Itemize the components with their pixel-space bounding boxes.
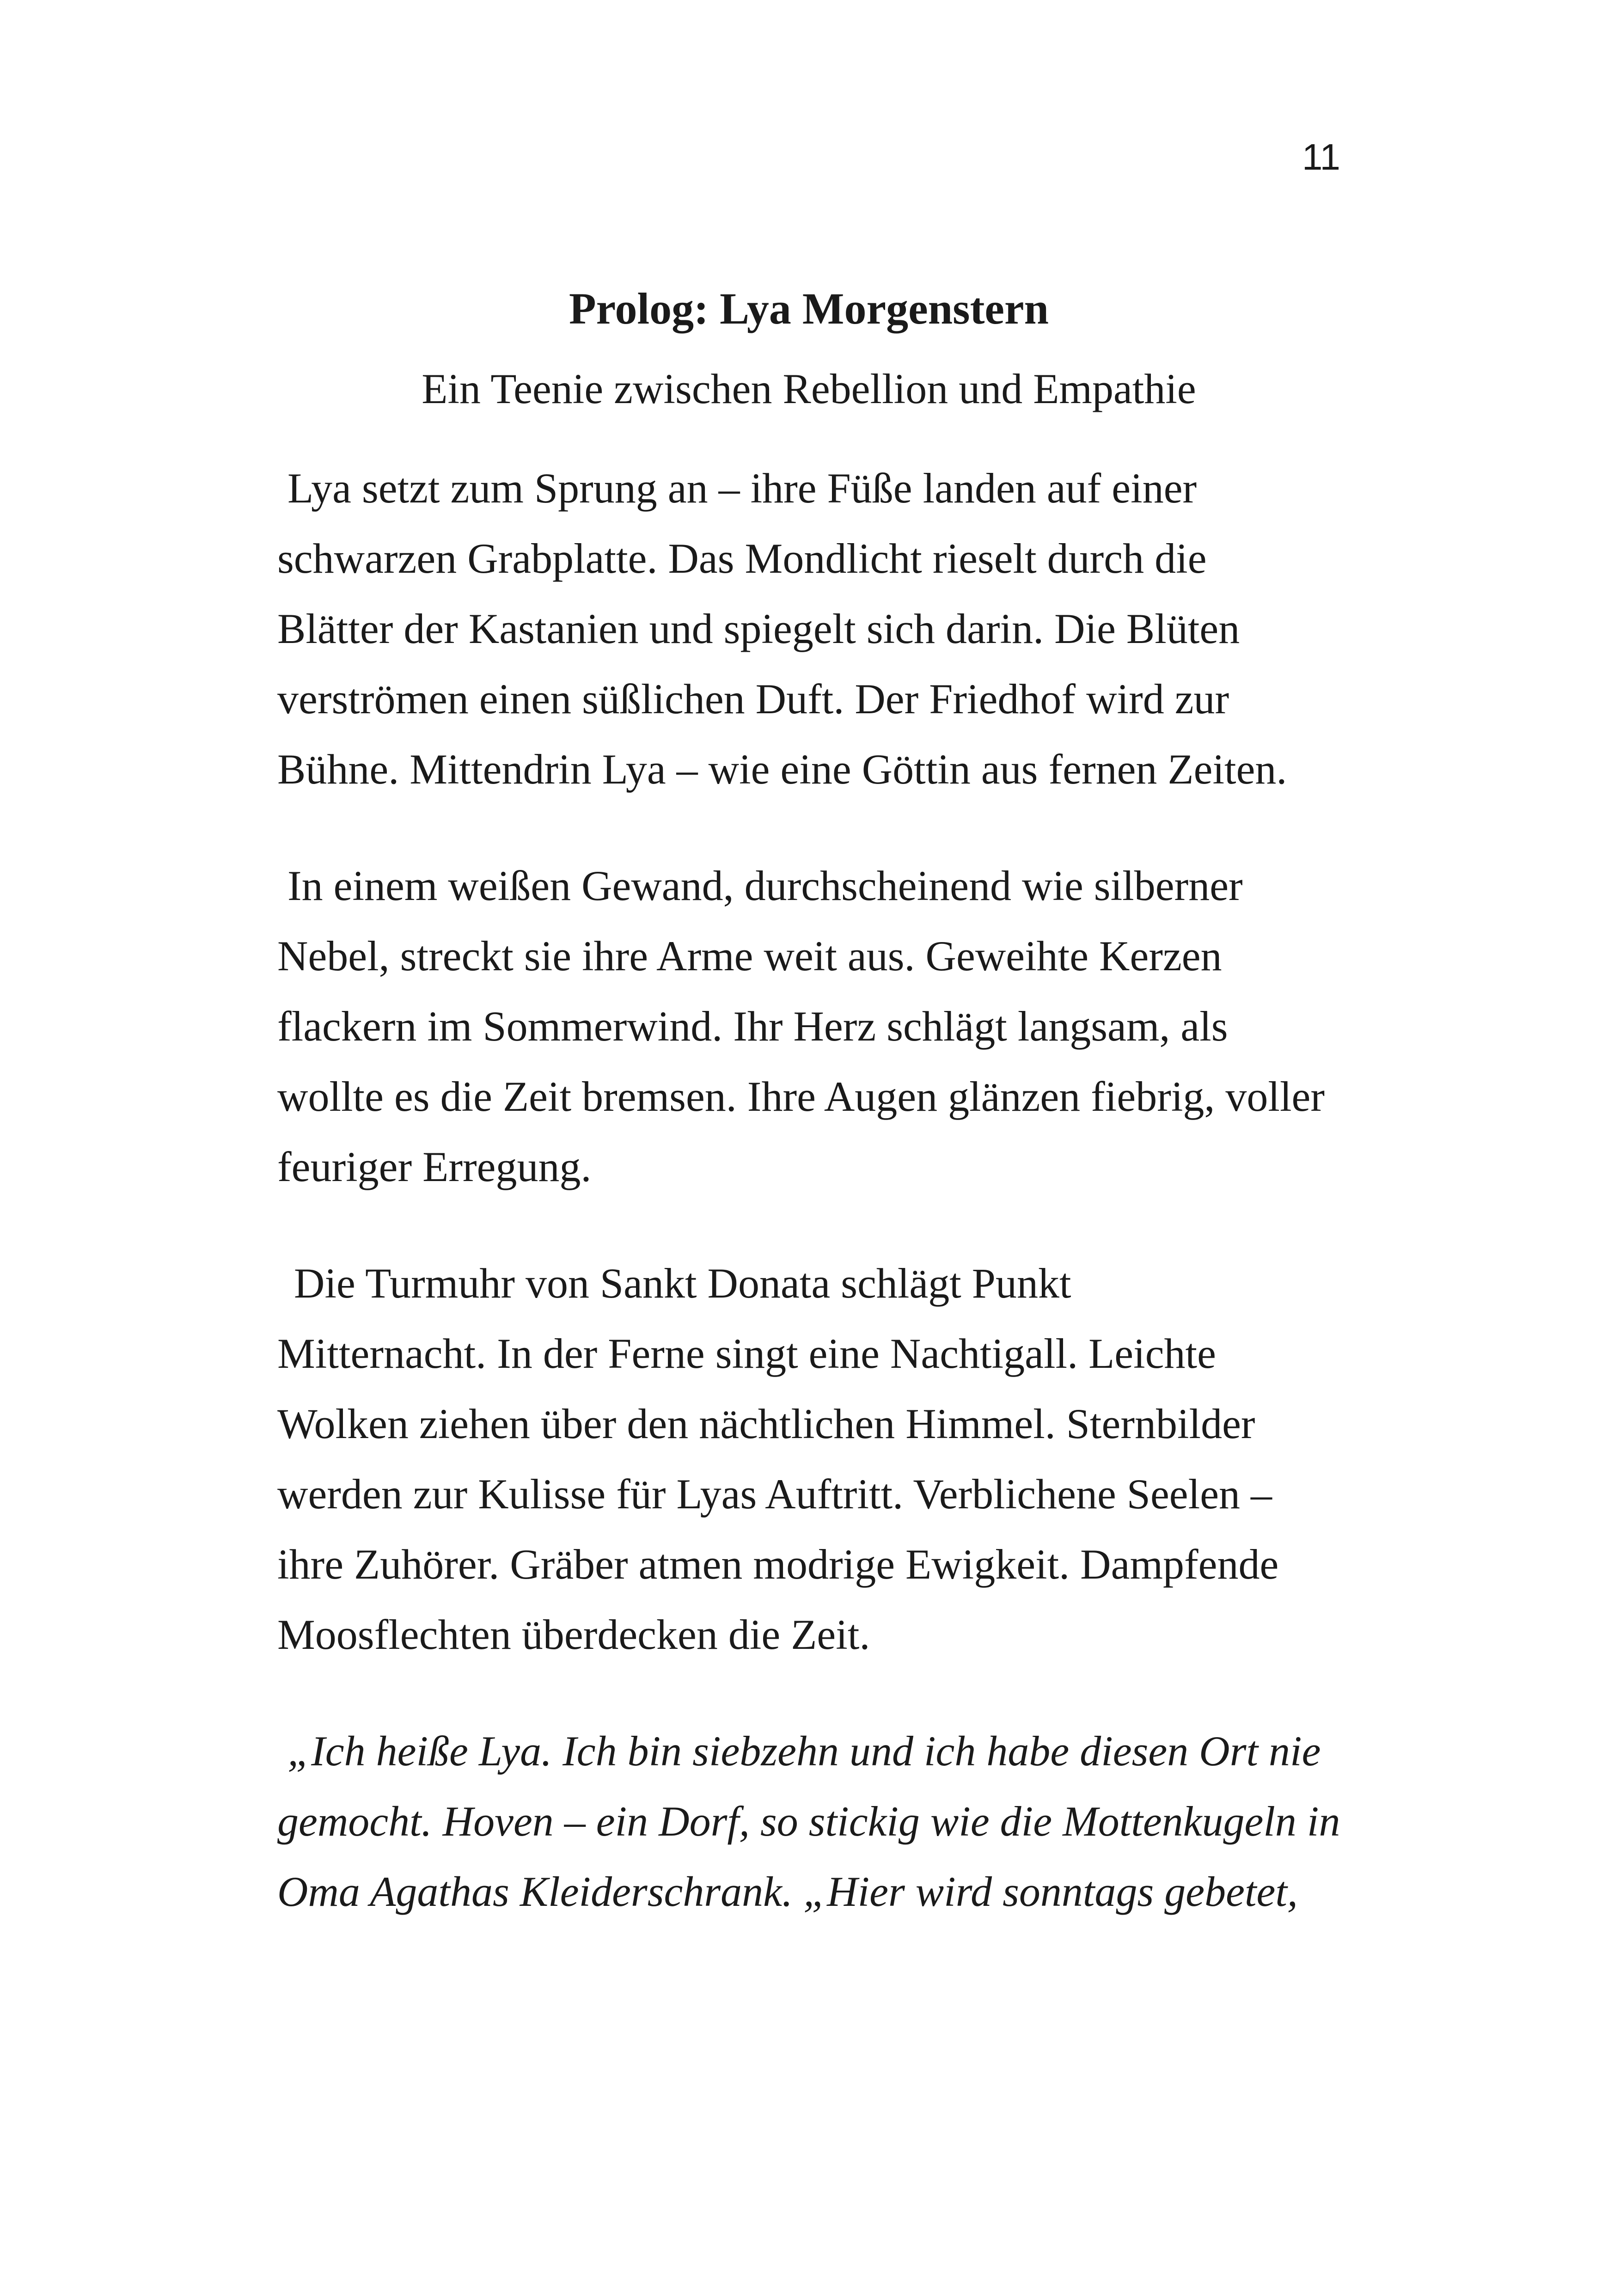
- text-line: gemocht. Hoven – ein Dorf, so stickig wie die Mottenkugeln in: [277, 1798, 1340, 1845]
- paragraph-1: [277, 453, 1340, 804]
- text-line: feuriger Erregung.: [277, 1143, 592, 1190]
- text-line: Wolken ziehen über den nächtlichen Himmel. Sternbilder: [277, 1400, 1255, 1447]
- text-line: wollte es die Zeit bremsen. Ihre Augen glänzen fiebrig, voller: [277, 1073, 1325, 1120]
- paragraph-3: [277, 1248, 1340, 1670]
- text-line: Oma Agathas Kleiderschrank. „Hier wird sonntags gebetet,: [277, 1868, 1298, 1915]
- page-number: 11: [1302, 136, 1340, 178]
- text-line: Die Turmuhr von Sankt Donata schlägt Punkt: [294, 1260, 1071, 1307]
- page-content: [277, 277, 1340, 1973]
- text-line: schwarzen Grabplatte. Das Mondlicht rieselt durch die: [277, 535, 1207, 582]
- text-line: Bühne. Mittendrin Lya – wie eine Göttin aus fernen Zeiten.: [277, 746, 1287, 793]
- chapter-title: Prolog: Lya Morgenstern: [569, 284, 1049, 333]
- text-line: Lya setzt zum Sprung an – ihre Füße landen auf einer: [287, 465, 1197, 512]
- paragraph-4-quote: [277, 1716, 1340, 1927]
- paragraph-2: [277, 851, 1340, 1202]
- text-line: flackern im Sommerwind. Ihr Herz schlägt langsam, als: [277, 1003, 1228, 1050]
- text-line: „Ich heiße Lya. Ich bin siebzehn und ich habe diesen Ort nie: [287, 1727, 1321, 1775]
- text-line: Blätter der Kastanien und spiegelt sich darin. Die Blüten: [277, 605, 1240, 652]
- text-line: ihre Zuhörer. Gräber atmen modrige Ewigkeit. Dampfende: [277, 1541, 1279, 1588]
- text-line: Nebel, streckt sie ihre Arme weit aus. Geweihte Kerzen: [277, 932, 1222, 980]
- text-line: Mitternacht. In der Ferne singt eine Nachtigall. Leichte: [277, 1330, 1216, 1377]
- text-line: werden zur Kulisse für Lyas Auftritt. Verblichene Seelen –: [277, 1470, 1272, 1518]
- text-line: verströmen einen süßlichen Duft. Der Friedhof wird zur: [277, 675, 1229, 722]
- chapter-subtitle: Ein Teenie zwischen Rebellion und Empathie: [422, 365, 1196, 412]
- text-line: Moosflechten überdecken die Zeit.: [277, 1611, 870, 1658]
- text-line: In einem weißen Gewand, durchscheinend wie silberner: [287, 862, 1243, 909]
